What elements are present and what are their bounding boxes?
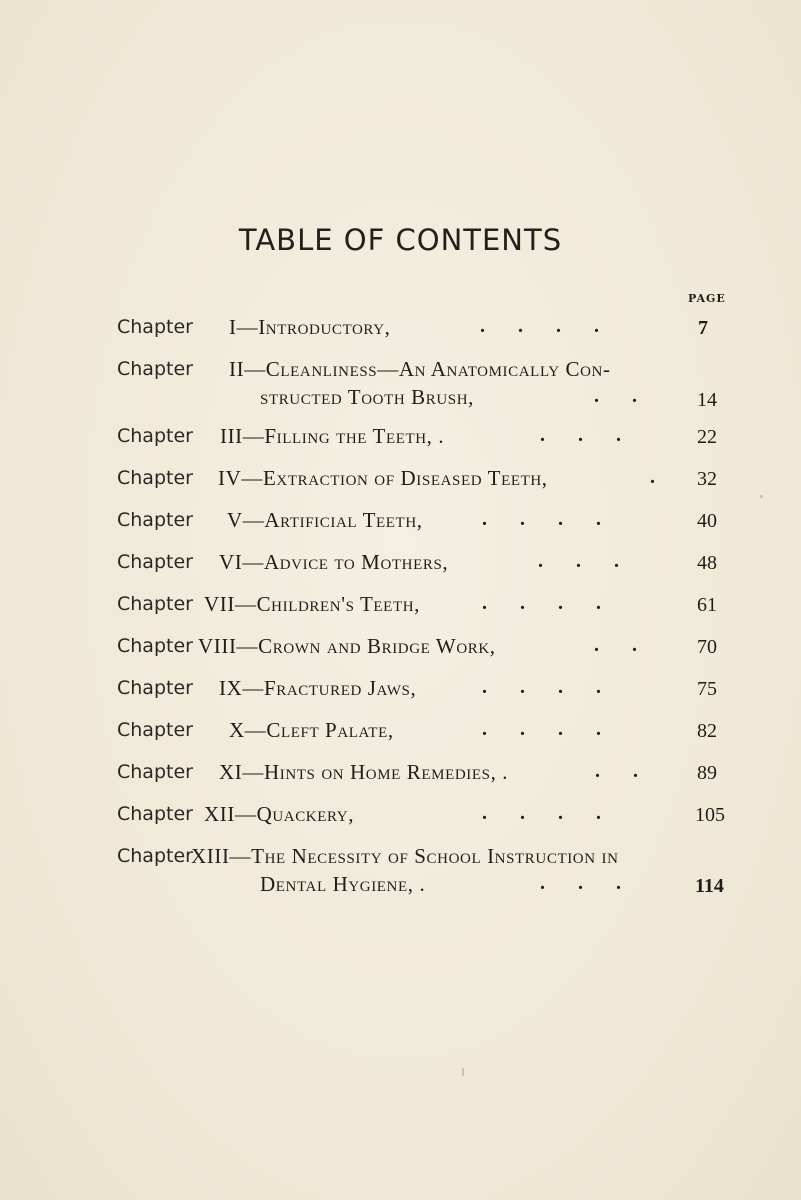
chapter-title: VIII—Crown and Bridge Work, <box>198 634 496 658</box>
page-number: 40 <box>697 510 717 532</box>
chapter-title-continued: structed Tooth Brush, <box>260 385 474 409</box>
toc-entry-12[interactable] <box>0 802 801 832</box>
page-number: 22 <box>697 426 717 448</box>
page-number: 32 <box>697 468 717 490</box>
chapter-title: IV—Extraction of Diseased Teeth, <box>218 466 548 490</box>
leader-dots: . <box>650 466 655 488</box>
leader-dots: . . . . <box>482 592 615 614</box>
page-number: 75 <box>697 678 717 700</box>
page-number: 61 <box>697 594 717 616</box>
page-column-label: PAGE <box>688 292 726 305</box>
chapter-title: VII—Children's Teeth, <box>204 592 420 616</box>
toc-entry-3[interactable] <box>0 424 801 454</box>
chapter-label: Chapter <box>117 425 193 447</box>
toc-entry-7[interactable] <box>0 592 801 622</box>
leader-dots: . . <box>594 634 651 656</box>
chapter-label: Chapter <box>117 358 193 380</box>
leader-dots: . . <box>594 385 651 407</box>
chapter-title: XII—Quackery, <box>204 802 355 826</box>
chapter-label: Chapter <box>117 719 193 741</box>
page-number: 48 <box>697 552 717 574</box>
leader-dots: . . . . <box>480 315 613 337</box>
chapter-title: V—Artificial Teeth, <box>227 508 423 532</box>
chapter-title-continued: Dental Hygiene, . <box>260 872 426 896</box>
toc-entry-6[interactable] <box>0 550 801 580</box>
leader-dots: . . <box>595 760 652 782</box>
chapter-title: III—Filling the Teeth, . <box>220 424 445 448</box>
chapter-label: Chapter <box>117 845 193 867</box>
chapter-label: Chapter <box>117 509 193 531</box>
toc-entry-8[interactable] <box>0 634 801 664</box>
chapter-title: I—Introductory, <box>229 315 391 339</box>
chapter-title: IX—Fractured Jaws, <box>219 676 417 700</box>
chapter-label: Chapter <box>117 316 193 338</box>
chapter-label: Chapter <box>117 551 193 573</box>
toc-entry-11[interactable] <box>0 760 801 790</box>
chapter-title: VI—Advice to Mothers, <box>219 550 449 574</box>
leader-dots: . . . . <box>482 676 615 698</box>
page-number: 14 <box>697 389 717 411</box>
chapter-label: Chapter <box>117 761 193 783</box>
chapter-label: Chapter <box>117 593 193 615</box>
chapter-label: Chapter <box>117 467 193 489</box>
toc-entry-13[interactable] <box>0 844 801 904</box>
chapter-title: X—Cleft Palate, <box>229 718 394 742</box>
leader-dots: . . . <box>540 424 635 446</box>
leader-dots: . . . . <box>482 508 615 530</box>
leader-dots: . . . . <box>482 718 615 740</box>
page-number: 89 <box>697 762 717 784</box>
chapter-label: Chapter <box>117 635 193 657</box>
leader-dots: . . . <box>538 550 633 572</box>
page-number: 114 <box>695 875 724 897</box>
page-number: 105 <box>695 804 725 826</box>
page-number: 7 <box>698 317 708 339</box>
page-number: 82 <box>697 720 717 742</box>
leader-dots: . . . <box>540 872 635 894</box>
paper-speck <box>462 1068 464 1076</box>
page-number: 70 <box>697 636 717 658</box>
chapter-label: Chapter <box>117 803 193 825</box>
toc-entry-10[interactable] <box>0 718 801 748</box>
toc-entry-5[interactable] <box>0 508 801 538</box>
chapter-title: II—Cleanliness—An Anatomically Con- <box>229 357 611 381</box>
toc-entry-4[interactable] <box>0 466 801 496</box>
chapter-title: XI—Hints on Home Remedies, . <box>219 760 509 784</box>
paper-speck <box>760 495 763 498</box>
chapter-title: XIII—The Necessity of School Instruction in <box>191 844 619 868</box>
leader-dots: . . . . <box>482 802 615 824</box>
page-title: TABLE OF CONTENTS <box>238 223 563 257</box>
toc-entry-9[interactable] <box>0 676 801 706</box>
toc-entry-2[interactable] <box>0 357 801 417</box>
chapter-label: Chapter <box>117 677 193 699</box>
toc-entry-1[interactable] <box>0 315 801 345</box>
